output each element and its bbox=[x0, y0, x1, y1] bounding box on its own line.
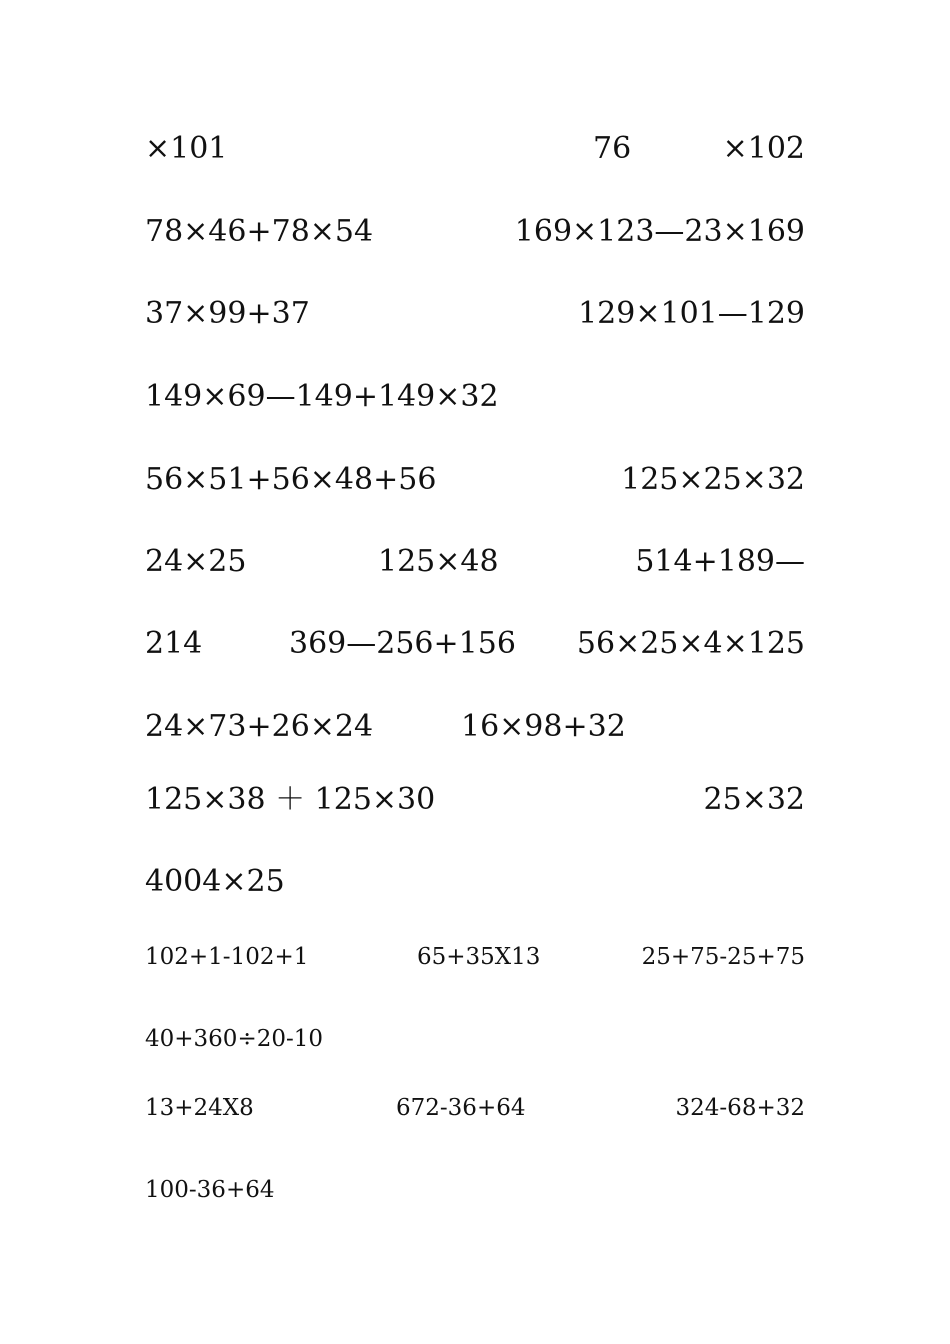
problem-r13-c: 324-68+32 bbox=[675, 1095, 805, 1121]
problem-r3-a: 37×99+37 bbox=[145, 296, 310, 331]
problem-r7-b: 369—256+156 bbox=[289, 626, 516, 661]
problem-r1-b: 76 bbox=[593, 131, 632, 166]
problem-r13-a: 13+24X8 bbox=[145, 1095, 254, 1121]
problem-r7-a: 214 bbox=[145, 626, 203, 661]
problem-r1-a: ×101 bbox=[145, 131, 228, 166]
problem-r13-b: 672-36+64 bbox=[396, 1095, 526, 1121]
problem-r11-b: 65+35X13 bbox=[417, 944, 541, 970]
problem-r3-b: 129×101—129 bbox=[578, 296, 805, 331]
problem-r8-a: 24×73+26×24 bbox=[145, 709, 374, 744]
problem-r5-a: 56×51+56×48+56 bbox=[145, 462, 437, 497]
problem-r6-b: 125×48 bbox=[378, 544, 499, 579]
problem-r9-b: 25×32 bbox=[703, 782, 805, 817]
problem-r6-c: 514+189— bbox=[635, 544, 805, 579]
problem-r6-a: 24×25 bbox=[145, 544, 247, 579]
problem-r5-b: 125×25×32 bbox=[621, 462, 805, 497]
problem-r10-a: 4004×25 bbox=[145, 864, 285, 899]
problem-r11-a: 102+1-102+1 bbox=[145, 944, 309, 970]
problem-r4-a: 149×69—149+149×32 bbox=[145, 379, 499, 414]
problem-r11-c: 25+75-25+75 bbox=[641, 944, 805, 970]
problem-r14-a: 100-36+64 bbox=[145, 1177, 275, 1203]
problem-r1-c: ×102 bbox=[722, 131, 805, 166]
problem-r9-a: 125×38 ＋ 125×30 bbox=[145, 782, 436, 817]
problem-r12-a: 40+360÷20-10 bbox=[145, 1026, 324, 1052]
problem-r2-b: 169×123—23×169 bbox=[514, 214, 805, 249]
problem-r7-c: 56×25×4×125 bbox=[576, 626, 805, 661]
problem-r8-b: 16×98+32 bbox=[461, 709, 626, 744]
problem-r2-a: 78×46+78×54 bbox=[145, 214, 374, 249]
